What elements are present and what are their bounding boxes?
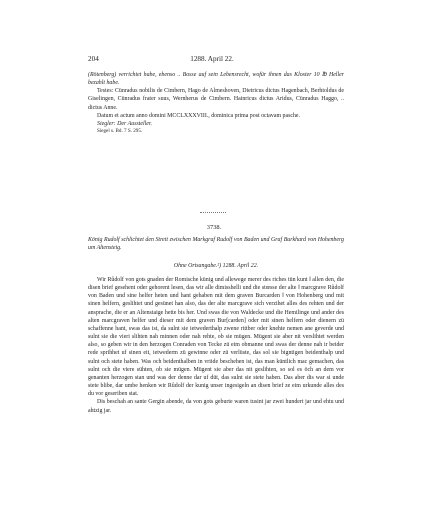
datum-line: Datum et actum anno domini MCCLXXXVIII., dominica prima post octavam pasche. — [97, 112, 301, 119]
seal-note: Siegler: Der Aussteller. — [97, 120, 153, 127]
preceding-closing-text: (Rötenberg) verrichtet habe, ebenso .. Bosse auf sein Lebensrecht, wofür ihnen das Kloster 10 ℔ Heller bezahlt habe. — [88, 72, 344, 87]
document-summary: König Rudolf schlichtet den Streit zwischen Markgraf Rudolf von Baden und Graf Burkhard von Hohenberg um Altensteig. — [88, 237, 344, 252]
preceding-document-ending — [88, 71, 344, 135]
document-number: 3738. — [206, 224, 222, 231]
section-divider — [200, 212, 226, 213]
place-date-block — [88, 262, 344, 270]
header-date: 1288. April 22. — [190, 55, 234, 63]
document-summary-block — [88, 236, 344, 252]
page-number: 204 — [88, 55, 99, 63]
print-note: Siegel s. Bd. 7 S. 295. — [97, 128, 143, 135]
document-closing: Dis beschah an sante Gergin abende, da von gots geburte waren tusint jar zwei hundert jar und ehtu und ahtzig jar. — [88, 399, 344, 414]
witness-list: Testes: Cünradus nobilis de Cimbern, Hago de Almeshoven, Dietricus dictus Hagenbach, Berhtoldus de Giselingen, Cünradus frater suus, Wernherus de Cimbern. Hainricus dictus Aridus, Cünradus Haggo, .. dictus Anne. — [88, 88, 344, 111]
document-body: Wir Rûdolf von gots gnaden der Romische künig und allewege merer des riches tün kunt ‖ allen den, die disen brief gesehent oder gehorent lesen, das wir alle dimisshelli und die stœsse der alte ‖ marcgrave Rûdolf von Baden und sine helfer heten und hant gehaben mit dem graven Burcarden ‖ von Hohenberg und mit sinen helfern, geslihtet und gesünet han also, das der alte marcgrave sich verzihet alles des rehten und der ansprache, die er an Altenstaige hette bis her. Und swas die von Waldecke und die Hemilinge und ander des alten marcgraven helfer und dieser mit dem graven Bur[carden] oder mit sinen helfern oder dienern zü schaffenne hant, swas das ist, da sulnt sie ietwederthalp zwene rittber oder knehte nemen ane geverde und sulnt sie die vieri slihten nah minnen oder nah rehte, ob sie mügen. Mügent sie aber nit verslihtet werden also, so geben wir in den herzogen Conraden von Tecke zü eim obmanne und swas der denne nah ir beider rede sprihhet uf sinen eit, ietwederm zü gewinne oder zü verlüste, das sol sie bigntigen beidenthalp und sulnt och stete haben. Was och beidenthalben in vriide beschehen ist, das man küntlich mac gemachen, das sulnt och die viere sühten, ob sie mügen. Mügent sie aber das nit geslihten, so sol es öch an dem vor genanten herzogen stan und was der denne dar uf düt, das sulnt sie stete haben. Das aber dis war si unde stete blibe, dar umbe henken wir Rûdolf der kunig unser ingesigeln an disen brief ze eim urkunde alles des du vor geseriben stat. — [88, 277, 344, 398]
document-body-block — [88, 276, 344, 415]
running-header — [88, 55, 336, 65]
place-date-line: Ohne Ortsangabe.²) 1288. April 22. — [173, 263, 259, 269]
